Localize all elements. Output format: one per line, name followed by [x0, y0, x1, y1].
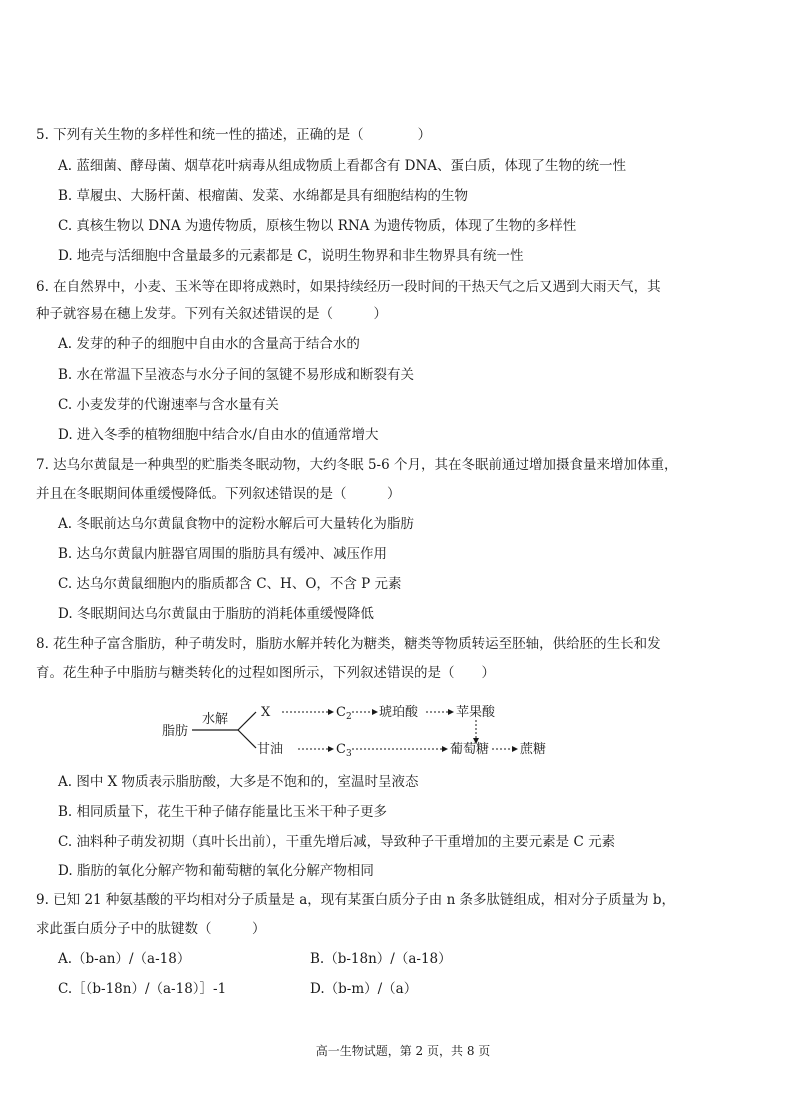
question-8-option-a: A. 图中 X 物质表示脂肪酸，大多是不饱和的，室温时呈液态	[58, 774, 419, 790]
diagram-arrowhead-succinic-malic	[448, 709, 454, 715]
diagram-branch-down	[238, 730, 256, 748]
question-9-stem-line2: 求此蛋白质分子中的肽键数（ ）	[36, 921, 266, 937]
diagram-c2-label: C	[336, 705, 346, 720]
diagram-arrowhead-c2-succinic	[372, 709, 378, 715]
question-8-stem-line1: 8. 花生种子富含脂肪，种子萌发时，脂肪水解并转化为糖类，糖类等物质转运至胚轴，供给胚的生长和发	[36, 636, 661, 652]
question-9-option-d: D.（b-m）/（a）	[310, 981, 418, 997]
diagram-c2-subscript: 2	[345, 712, 352, 722]
diagram-arrowhead-glucose-sucrose	[512, 746, 518, 752]
question-6-stem-line2: 种子就容易在穗上发芽。下列有关叙述错误的是（ ）	[36, 306, 387, 322]
question-9-stem-line1: 9. 已知 21 种氨基酸的平均相对分子质量是 a，现有某蛋白质分子由 n 条多肽链组成，相对分子质量为 b，	[36, 892, 675, 908]
question-5-option-d: D. 地壳与活细胞中含量最多的元素都是 C，说明生物界和非生物界具有统一性	[58, 248, 524, 264]
diagram-arrowhead-x-c2	[328, 709, 334, 715]
question-8-option-b: B. 相同质量下，花生干种子储存能量比玉米干种子更多	[58, 804, 388, 820]
question-5-option-c: C. 真核生物以 DNA 为遗传物质，原核生物以 RNA 为遗传物质，体现了生物的多样性	[58, 218, 577, 234]
question-7-option-a: A. 冬眠前达乌尔黄鼠食物中的淀粉水解后可大量转化为脂肪	[58, 516, 414, 532]
diagram-arrowhead-glycerol-c3	[328, 746, 334, 752]
question-7-option-b: B. 达乌尔黄鼠内脏器官周围的脂肪具有缓冲、减压作用	[58, 546, 388, 562]
question-7-option-d: D. 冬眠期间达乌尔黄鼠由于脂肪的消耗体重缓慢降低	[58, 606, 374, 622]
page-footer: 高一生物试题，第 2 页，共 8 页	[315, 1044, 491, 1058]
svg-text:C3	[336, 742, 352, 759]
question-9-option-c: C.［（b-18n）/（a-18）］-1	[58, 981, 227, 997]
diagram-x-label: X	[261, 705, 271, 720]
question-7-option-c: C. 达乌尔黄鼠细胞内的脂质都含 C、H、O，不含 P 元素	[58, 576, 402, 592]
diagram-glycerol-label: 甘油	[257, 742, 284, 757]
svg-text:C2	[336, 705, 352, 722]
question-5-stem: 5. 下列有关生物的多样性和统一性的描述，正确的是（ ）	[36, 127, 432, 143]
diagram-glucose-label: 葡萄糖	[450, 742, 490, 757]
diagram-sucrose-label: 蔗糖	[520, 742, 547, 757]
question-7-stem-line2: 并且在冬眠期间体重缓慢降低。下列叙述错误的是（ ）	[36, 486, 401, 502]
question-9-option-a: A.（b-an）/（a-18）	[58, 951, 191, 967]
diagram-malic-label: 苹果酸	[456, 705, 496, 720]
diagram-hydrolysis-label: 水解	[202, 712, 229, 727]
diagram-branch-up	[238, 712, 256, 730]
question-8-option-d: D. 脂肪的氧化分解产物和葡萄糖的氧化分解产物相同	[58, 863, 374, 879]
question-6-option-a: A. 发芽的种子的细胞中自由水的含量高于结合水的	[58, 336, 360, 352]
diagram-c3-subscript: 3	[345, 749, 352, 759]
question-6-option-d: D. 进入冬季的植物细胞中结合水/自由水的值通常增大	[58, 427, 379, 443]
diagram-c3-label: C	[336, 742, 346, 757]
question-6-option-c: C. 小麦发芽的代谢速率与含水量有关	[58, 397, 279, 413]
question-9-option-b: B.（b-18n）/（a-18）	[310, 951, 452, 967]
diagram-succinic-label: 琥珀酸	[379, 705, 419, 720]
question-6-option-b: B. 水在常温下呈液态与水分子间的氢键不易形成和断裂有关	[58, 367, 415, 383]
diagram-arrowhead-c3-glucose	[442, 746, 448, 752]
fat-conversion-diagram	[150, 690, 570, 770]
question-8-stem-line2: 育。花生种子中脂肪与糖类转化的过程如图所示，下列叙述错误的是（ ）	[36, 665, 495, 681]
question-7-stem-line1: 7. 达乌尔黄鼠是一种典型的贮脂类冬眠动物，大约冬眠 5-6 个月，其在冬眠前通过增加摄食量来增加体重，	[36, 457, 678, 473]
question-6-stem-line1: 6. 在自然界中，小麦、玉米等在即将成熟时，如果持续经历一段时间的干热天气之后又遇到大雨天气，其	[36, 279, 661, 295]
diagram-fat-label: 脂肪	[162, 724, 189, 739]
question-5-option-a: A. 蓝细菌、酵母菌、烟草花叶病毒从组成物质上看都含有 DNA、蛋白质，体现了生物的统一性	[58, 158, 627, 174]
question-8-option-c: C. 油料种子萌发初期（真叶长出前），干重先增后减，导致种子干重增加的主要元素是 C 元素	[58, 834, 616, 850]
question-5-option-b: B. 草履虫、大肠杆菌、根瘤菌、发菜、水绵都是具有细胞结构的生物	[58, 188, 469, 204]
